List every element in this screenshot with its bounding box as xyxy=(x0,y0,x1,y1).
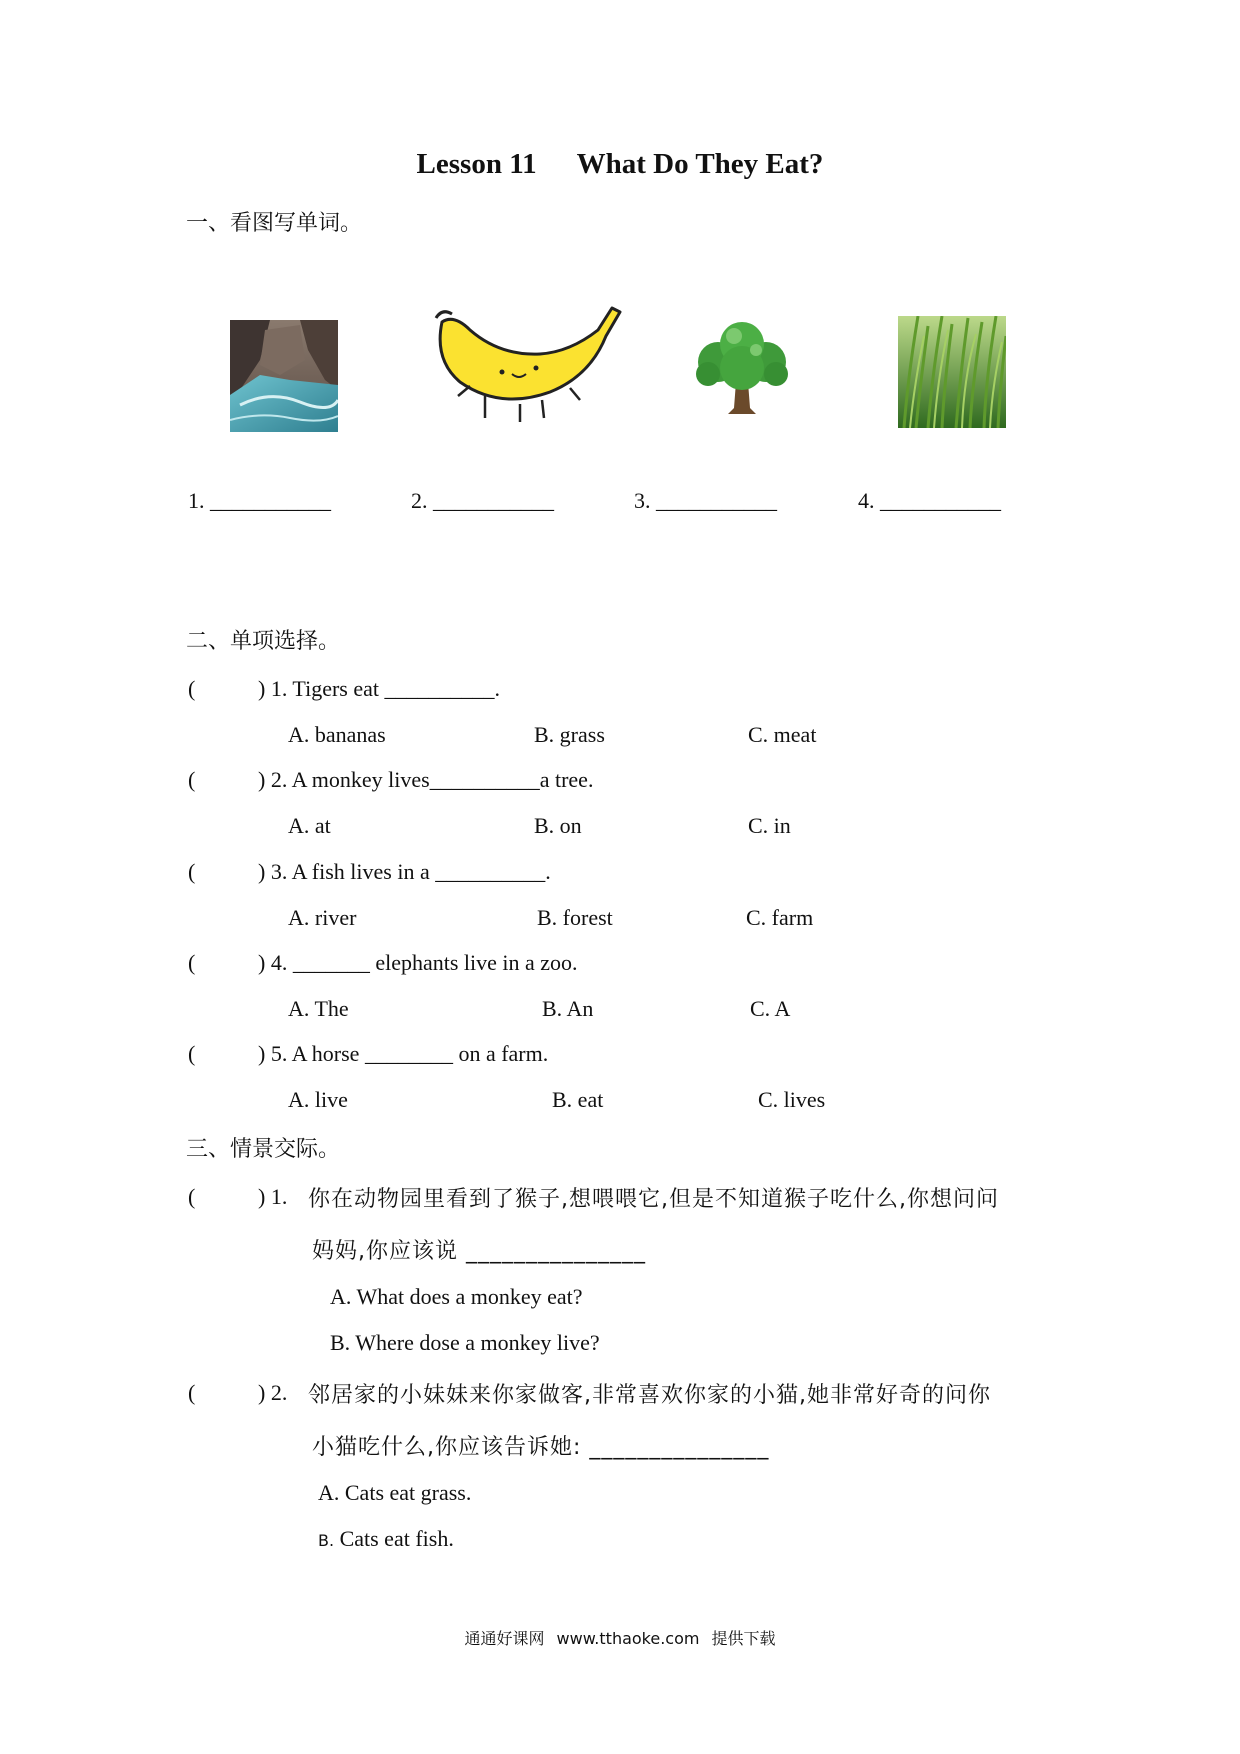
answer-paren[interactable]: ( xyxy=(188,859,196,884)
answer-blank-3[interactable]: 3. ___________ xyxy=(634,488,777,513)
option-a: A. What does a monkey eat? xyxy=(330,1284,583,1309)
lesson-number: Lesson 11 xyxy=(416,148,537,180)
section2-heading: 二、单项选择。 xyxy=(186,629,341,654)
question-stem: ) 1. Tigers eat __________. xyxy=(258,676,500,701)
option-a: A. river xyxy=(288,905,357,930)
option-b: B. forest xyxy=(537,905,613,930)
option-b xyxy=(318,1526,454,1552)
option-c: C. meat xyxy=(748,722,817,747)
section1-heading: 一、看图写单词。 xyxy=(186,211,363,236)
option-c: C. A xyxy=(750,996,791,1021)
banana-image xyxy=(430,300,626,428)
option-b: B. An xyxy=(542,996,594,1021)
answer-paren[interactable]: ( xyxy=(188,676,196,701)
question-number: ) 2. xyxy=(258,1380,288,1405)
answer-blank-1[interactable]: 1. ___________ xyxy=(188,488,331,513)
option-a: A. at xyxy=(288,813,331,838)
footer-note: 提供下载 xyxy=(711,1629,776,1648)
option-c: C. farm xyxy=(746,905,814,930)
question-stem: ) 2. A monkey lives__________a tree. xyxy=(258,767,594,792)
option-b: B. grass xyxy=(534,722,605,747)
option-b-letter: B. xyxy=(318,1531,335,1550)
section3-heading: 三、情景交际。 xyxy=(186,1137,341,1162)
option-a: A. live xyxy=(288,1087,348,1112)
answer-blank-4[interactable]: 4. ___________ xyxy=(858,488,1001,513)
option-c: C. in xyxy=(748,813,791,838)
question-text: 小猫吃什么,你应该告诉她: _______________ xyxy=(312,1435,770,1460)
page-footer xyxy=(0,1626,1240,1649)
footer-url: www.tthaoke.com xyxy=(556,1629,700,1648)
question-stem: ) 5. A horse ________ on a farm. xyxy=(258,1041,549,1066)
answer-blank-2[interactable]: 2. ___________ xyxy=(411,488,554,513)
option-a: A. Cats eat grass. xyxy=(318,1480,472,1505)
answer-paren[interactable]: ( xyxy=(188,1041,196,1066)
question-text: 你在动物园里看到了猴子,想喂喂它,但是不知道猴子吃什么,你想问问 xyxy=(308,1187,999,1212)
answer-paren[interactable]: ( xyxy=(188,1184,196,1209)
option-b: B. Where dose a monkey live? xyxy=(330,1330,600,1355)
lesson-name: What Do They Eat? xyxy=(576,148,824,180)
question-stem: ) 3. A fish lives in a __________. xyxy=(258,859,551,884)
question-stem: ) 4. _______ elephants live in a zoo. xyxy=(258,950,578,975)
option-a: A. bananas xyxy=(288,722,386,747)
option-b: B. on xyxy=(534,813,582,838)
option-b: B. eat xyxy=(552,1087,604,1112)
answer-paren[interactable]: ( xyxy=(188,950,196,975)
river-image xyxy=(230,320,338,432)
footer-site: 通通好课网 xyxy=(464,1629,545,1648)
option-a: A. The xyxy=(288,996,349,1021)
grass-image xyxy=(898,316,1006,428)
option-c: C. lives xyxy=(758,1087,826,1112)
page-title xyxy=(0,148,1240,181)
answer-paren[interactable]: ( xyxy=(188,767,196,792)
tree-image xyxy=(688,318,796,418)
question-number: ) 1. xyxy=(258,1184,288,1209)
answer-paren[interactable]: ( xyxy=(188,1380,196,1405)
question-text: 妈妈,你应该说 _______________ xyxy=(312,1239,646,1264)
question-text: 邻居家的小妹妹来你家做客,非常喜欢你家的小猫,她非常好奇的问你 xyxy=(308,1383,991,1408)
option-b-text: Cats eat fish. xyxy=(334,1526,454,1551)
